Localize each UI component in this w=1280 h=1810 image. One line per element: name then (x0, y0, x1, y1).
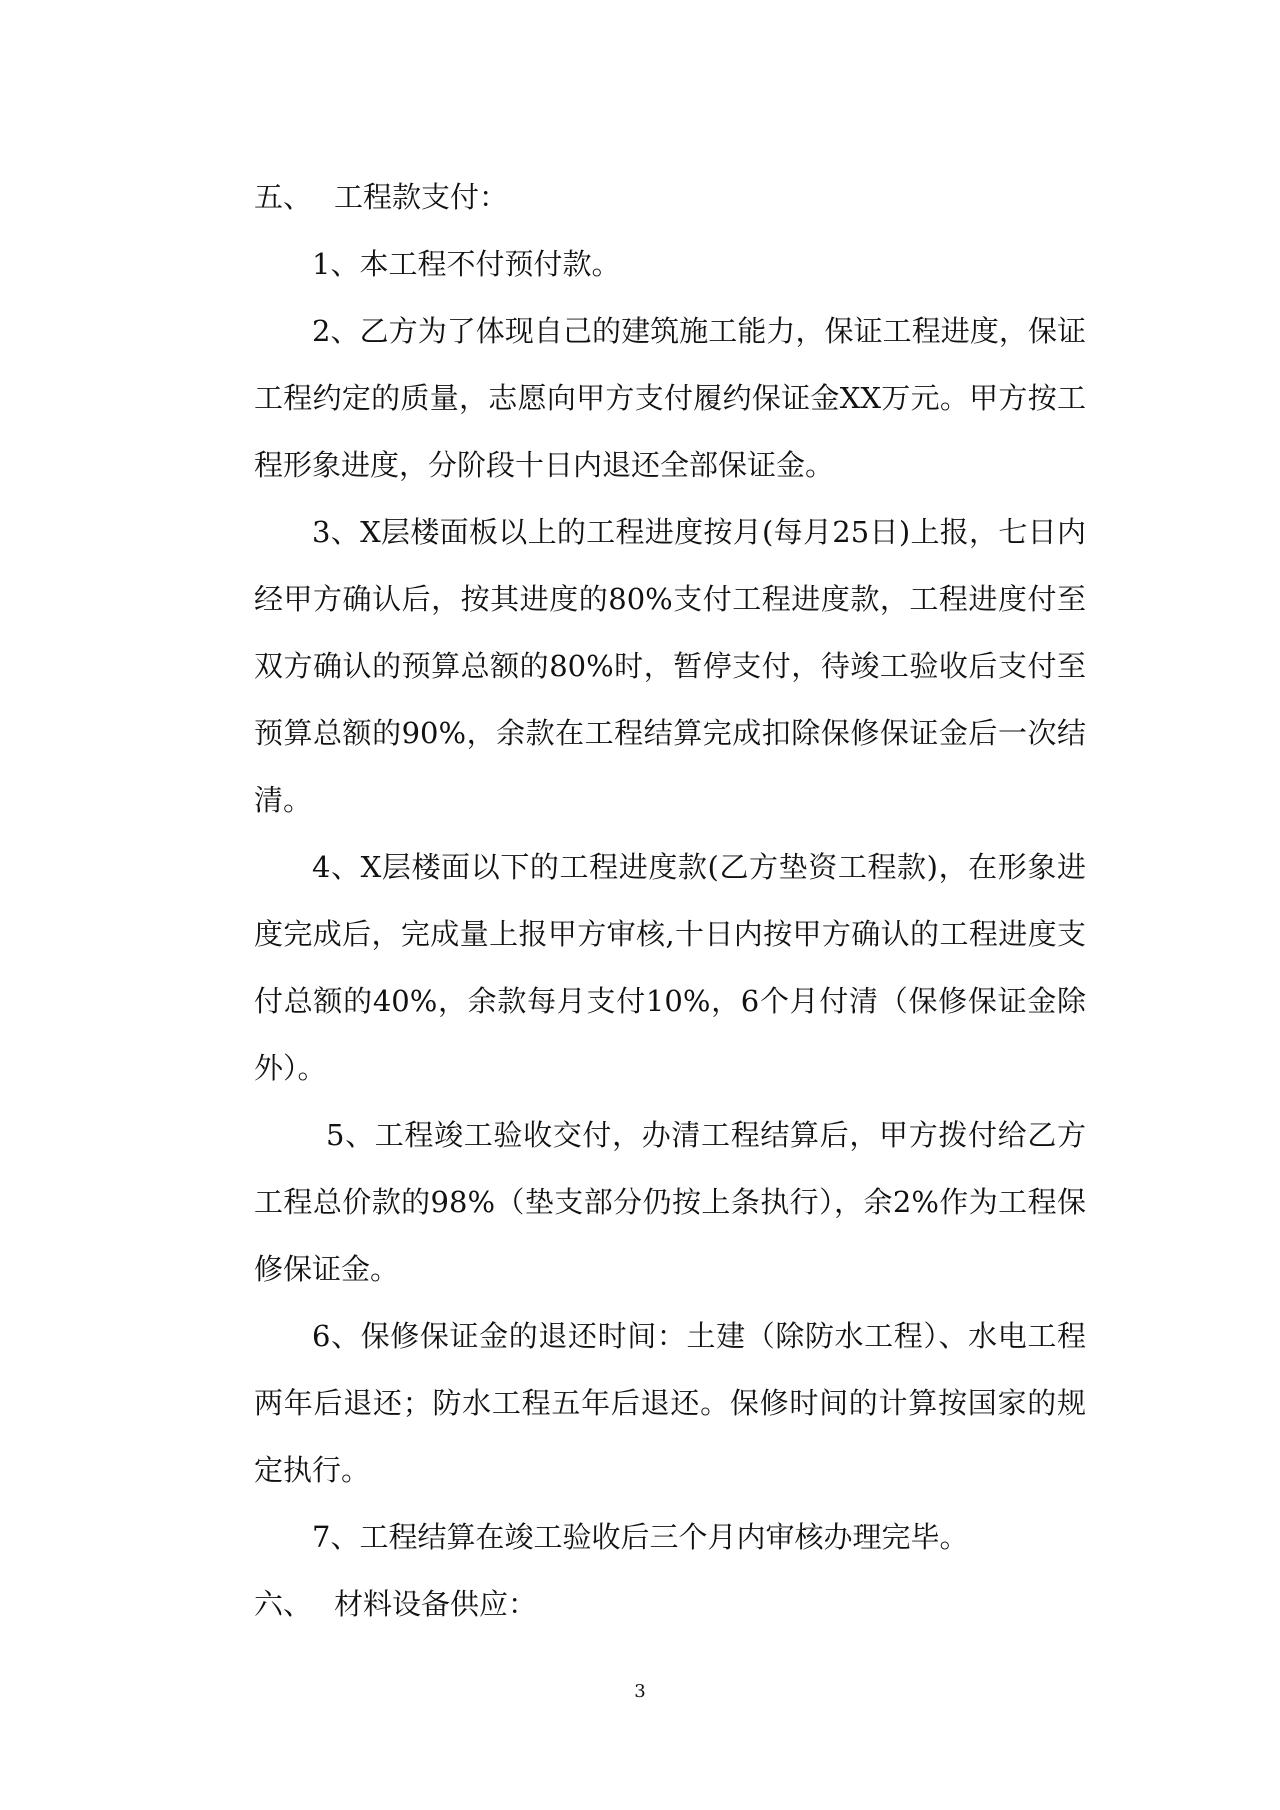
section-title: 材料设备供应： (334, 1587, 538, 1621)
section-number: 五、 (254, 180, 313, 214)
section-heading-5 (254, 164, 1086, 231)
document-body (254, 164, 1086, 1638)
paragraph-item-2: 2、乙方为了体现自己的建筑施工能力，保证工程进度，保证工程约定的质量，志愿向甲方支付履约保证金XX万元。甲方按工程形象进度，分阶段十日内退还全部保证金。 (254, 314, 1086, 482)
section-title: 工程款支付： (334, 180, 509, 214)
paragraph-item-4: 4、X层楼面以下的工程进度款(乙方垫资工程款)，在形象进度完成后，完成量上报甲方审核,十日内按甲方确认的工程进度支付总额的40%，余款每月支付10%，6个月付清（保修保证金除外）。 (254, 850, 1086, 1085)
section-heading-6 (254, 1571, 1086, 1638)
paragraph-item-6: 6、保修保证金的退还时间：土建（除防水工程）、水电工程两年后退还；防水工程五年后退还。保修时间的计算按国家的规定执行。 (254, 1319, 1086, 1487)
paragraph-item-3: 3、X层楼面板以上的工程进度按月(每月25日)上报，七日内经甲方确认后，按其进度的80%支付工程进度款，工程进度付至双方确认的预算总额的80%时，暂停支付，待竣工验收后支付至预算总额的90%，余款在工程结算完成扣除保修保证金后一次结清。 (254, 515, 1086, 817)
page-number: 3 (634, 1681, 646, 1702)
paragraph-item-5: 5、工程竣工验收交付，办清工程结算后，甲方拨付给乙方工程总价款的98%（垫支部分仍按上条执行），余2%作为工程保修保证金。 (254, 1118, 1086, 1286)
paragraph-item-7: 7、工程结算在竣工验收后三个月内审核办理完毕。 (312, 1520, 969, 1554)
paragraph-item-1: 1、本工程不付预付款。 (312, 247, 621, 281)
section-number: 六、 (254, 1587, 313, 1621)
